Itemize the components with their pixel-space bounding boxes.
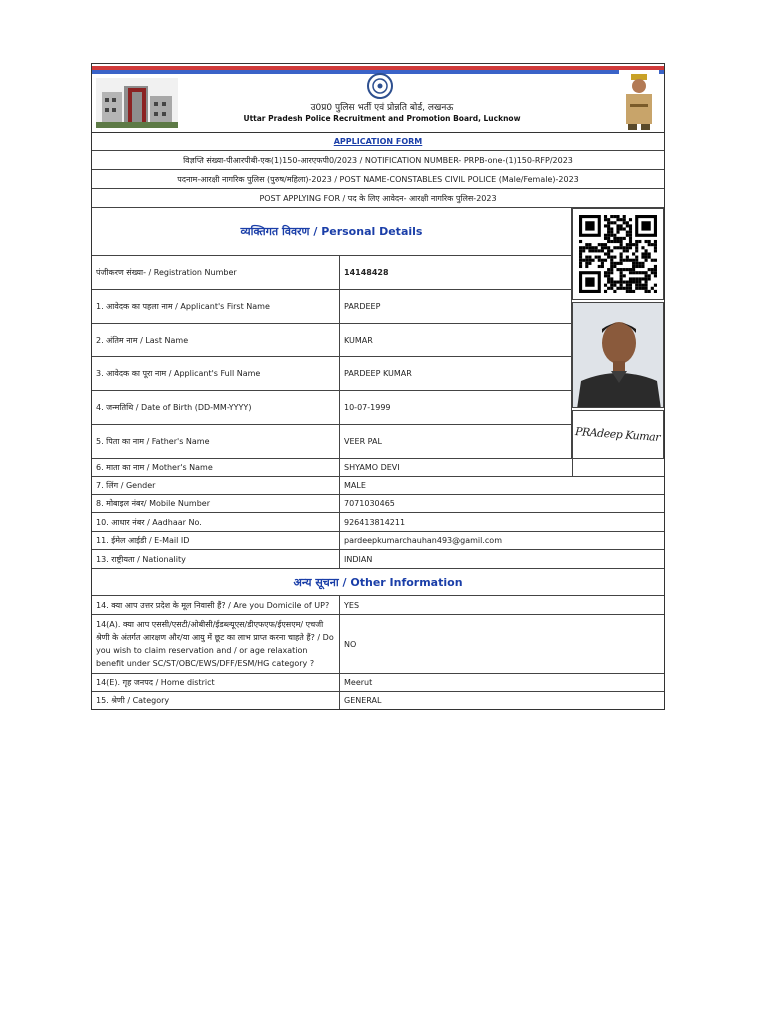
cell-divider <box>572 459 573 476</box>
field-label: 8. मोबाइल नंबर/ Mobile Number <box>92 495 340 512</box>
org-name-english: Uttar Pradesh Police Recruitment and Promotion Board, Lucknow <box>243 114 521 123</box>
table-row <box>92 425 572 459</box>
gender-value: MALE <box>344 481 366 490</box>
application-form-document <box>91 63 665 710</box>
table-row <box>92 692 664 709</box>
aadhaar-number-value: 926413814211 <box>344 517 406 527</box>
table-row <box>92 477 664 495</box>
father-name-value: VEER PAL <box>344 437 382 446</box>
home-district-value: Meerut <box>344 678 373 687</box>
first-name-value: PARDEEP <box>344 302 381 311</box>
full-name-value: PARDEEP KUMAR <box>344 369 412 378</box>
date-of-birth-value: 10-07-1999 <box>344 403 391 412</box>
field-label: 2. अंतिम नाम / Last Name <box>92 324 340 356</box>
field-label: 1. आवेदक का पहला नाम / Applicant's First Name <box>92 290 340 323</box>
table-row <box>92 290 572 324</box>
field-label: 6. माता का नाम / Mother's Name <box>92 459 340 476</box>
other-info-heading-row <box>92 569 664 596</box>
mother-name-value: SHYAMO DEVI <box>344 463 400 472</box>
table-row <box>92 495 664 513</box>
post-name: पदनाम-आरक्षी नागरिक पुलिस (पुरुष/महिला)-2023 / POST NAME-CONSTABLES CIVIL POLICE (Male/Female)-2023 <box>177 175 579 184</box>
applicant-photo-cell <box>572 302 664 408</box>
table-row <box>92 674 664 692</box>
table-row <box>92 596 664 615</box>
last-name-value: KUMAR <box>344 335 373 345</box>
building-image <box>96 78 178 128</box>
post-applying-band <box>92 189 664 208</box>
field-label: 15. श्रेणी / Category <box>92 692 340 709</box>
registration-number-value: 14148428 <box>344 268 389 277</box>
field-label: 11. ईमेल आईडी / E-Mail ID <box>92 532 340 549</box>
mobile-number-value: 7071030465 <box>344 499 395 508</box>
signature-cell <box>572 410 664 459</box>
table-row <box>92 324 572 357</box>
table-row <box>92 459 664 477</box>
table-row <box>92 513 664 532</box>
field-label: 3. आवेदक का पूरा नाम / Applicant's Full Name <box>92 357 340 390</box>
table-row <box>92 256 572 290</box>
post-applying: POST APPLYING FOR / पद के लिए आवेदन- आरक्षी नागरिक पुलिस-2023 <box>259 194 497 203</box>
field-label: 14. क्या आप उत्तर प्रदेश के मूल निवासी हैं? / Are you Domicile of UP? <box>92 596 340 614</box>
table-row <box>92 532 664 550</box>
field-label: 14(E). गृह जनपद / Home district <box>92 674 340 691</box>
post-name-band <box>92 170 664 189</box>
board-emblem-icon <box>366 72 394 100</box>
form-title: APPLICATION FORM <box>333 137 423 146</box>
table-row <box>92 357 572 391</box>
table-row <box>92 550 664 569</box>
personal-details-heading-row <box>92 208 572 256</box>
field-label: 14(A). क्या आप एससी/एसटी/ओबीसी/ईडब्ल्यूएस/डीएफएफ/ईएसएम/ एचजी श्रेणी के अंतर्गत आरक्षण और/या आयु में छूट का लाभ प्राप्त करना चाहते हैं? / Do you wish to claim reservation and / or age relaxation benefit under SC/ST/OBC/EWS/DFF/ESM/HG category ? <box>92 615 340 673</box>
other-info-heading: अन्य सूचना / Other Information <box>293 575 463 589</box>
personal-details-heading: व्यक्तिगत विवरण / Personal Details <box>240 225 423 238</box>
email-value: pardeepkumarchauhan493@gamil.com <box>344 536 502 545</box>
applicant-photo <box>573 303 664 408</box>
field-label: 4. जन्मतिथि / Date of Birth (DD-MM-YYYY) <box>92 391 340 424</box>
field-label: 10. आधार नंबर / Aadhaar No. <box>92 513 340 531</box>
field-label: 5. पिता का नाम / Father's Name <box>92 425 340 458</box>
applicant-signature: PRAdeep Kumar <box>575 425 661 444</box>
reservation-claim-value: NO <box>344 639 357 649</box>
field-label: पंजीकरण संख्या- / Registration Number <box>92 256 340 289</box>
nationality-value: INDIAN <box>344 554 373 564</box>
header-banner <box>92 64 664 133</box>
category-value: GENERAL <box>344 696 382 705</box>
qr-code-icon <box>579 215 657 293</box>
field-label: 7. लिंग / Gender <box>92 477 340 494</box>
domicile-value: YES <box>344 600 360 610</box>
form-title-band <box>92 132 664 151</box>
table-row <box>92 391 572 425</box>
qr-code-cell <box>572 208 664 300</box>
table-row <box>92 615 664 674</box>
field-label: 13. राष्ट्रीयता / Nationality <box>92 550 340 568</box>
police-officer-image <box>619 70 659 130</box>
org-name-hindi: उ0प्र0 पुलिस भर्ती एवं प्रोन्नति बोर्ड, लखनऊ <box>310 103 454 113</box>
notification-number: विज्ञप्ति संख्या-पीआरपीबी-एक(1)150-आरएफपी0/2023 / NOTIFICATION NUMBER- PRPB-one-(1)150-RFP/2023 <box>183 156 573 165</box>
notification-band <box>92 151 664 170</box>
